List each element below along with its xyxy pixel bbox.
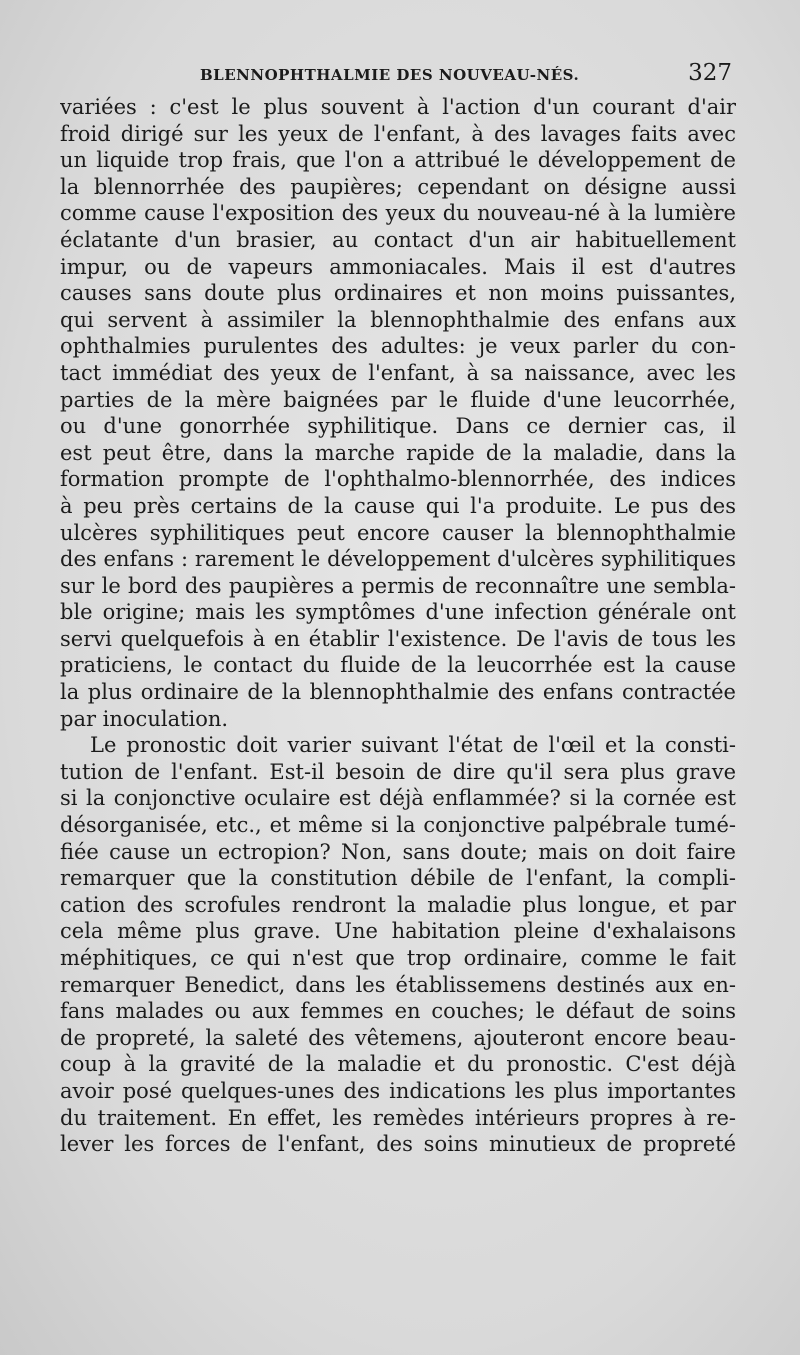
text-line: ulcères syphilitiques peut encore causer la blennophthalmie: [60, 520, 736, 545]
text-line: si la conjonctive oculaire est déjà enflammée? si la cornée est: [60, 786, 736, 811]
text-line: de propreté, la saleté des vêtemens, ajouteront encore beau-: [60, 1025, 736, 1050]
text-line: qui servent à assimiler la blennophthalmie des enfans aux: [60, 307, 736, 332]
text-line: comme cause l'exposition des yeux du nouveau-né à la lumière: [60, 201, 736, 226]
text-line: causes sans doute plus ordinaires et non moins puissantes,: [60, 281, 736, 306]
running-title: BLENNOPHTHALMIE DES NOUVEAU-NÉS.: [200, 66, 580, 84]
text-line: remarquer Benedict, dans les établissemens destinés aux en-: [60, 972, 736, 997]
text-line: fans malades ou aux femmes en couches; le défaut de soins: [60, 999, 736, 1024]
text-line: méphitiques, ce qui n'est que trop ordinaire, comme le fait: [60, 946, 736, 970]
text-line: ble origine; mais les symptômes d'une infection générale ont: [60, 600, 736, 625]
page-header: [60, 60, 736, 92]
page-number: 327: [688, 60, 732, 86]
text-line: avoir posé quelques-unes des indications les plus importantes: [60, 1078, 736, 1103]
text-line: ophthalmies purulentes des adultes: je veux parler du con-: [60, 334, 736, 359]
text-line: à peu près certains de la cause qui l'a produite. Le pus des: [60, 493, 736, 518]
text-line: tution de l'enfant. Est-il besoin de dire qu'il sera plus grave: [60, 759, 736, 784]
text-line: la plus ordinaire de la blennophthalmie des enfans contractée: [60, 680, 736, 705]
text-line: est peut être, dans la marche rapide de la maladie, dans la: [60, 440, 736, 465]
text-line: éclatante d'un brasier, au contact d'un air habituellement: [60, 227, 736, 252]
text-line: Le pronostic doit varier suivant l'état de l'œil et la consti-: [90, 733, 736, 758]
text-line: lever les forces de l'enfant, des soins minutieux de propreté: [60, 1132, 736, 1157]
text-line: tact immédiat des yeux de l'enfant, à sa naissance, avec les: [60, 360, 736, 385]
text-line: cela même plus grave. Une habitation pleine d'exhalaisons: [60, 919, 736, 944]
text-line: coup à la gravité de la maladie et du pronostic. C'est déjà: [60, 1052, 736, 1077]
text-line: froid dirigé sur les yeux de l'enfant, à des lavages faits avec: [60, 121, 736, 146]
text-line: remarquer que la constitution débile de l'enfant, la compli-: [60, 866, 736, 891]
text-line: par inoculation.: [60, 706, 229, 731]
text-line: du traitement. En effet, les remèdes intérieurs propres à re-: [60, 1105, 736, 1130]
text-line: ou d'une gonorrhée syphilitique. Dans ce dernier cas, il: [60, 414, 736, 439]
text-line: fiée cause un ectropion? Non, sans doute; mais on doit faire: [60, 839, 736, 864]
text-line: variées : c'est le plus souvent à l'action d'un courant d'air: [60, 95, 736, 119]
text-line: cation des scrofules rendront la maladie plus longue, et par: [60, 892, 736, 917]
text-line: formation prompte de l'ophthalmo-blennorrhée, des indices: [60, 467, 736, 492]
text-line: la blennorrhée des paupières; cependant on désigne aussi: [60, 174, 736, 199]
text-line: servi quelquefois à en établir l'existence. De l'avis de tous les: [60, 626, 736, 651]
body-text: [60, 94, 736, 1158]
text-line: sur le bord des paupières a permis de reconnaître une sembla-: [60, 573, 736, 598]
text-line: un liquide trop frais, que l'on a attribué le développement de: [60, 148, 736, 173]
text-line: parties de la mère baignées par le fluide d'une leucorrhée,: [60, 387, 736, 412]
text-line: désorganisée, etc., et même si la conjonctive palpébrale tumé-: [60, 813, 736, 838]
text-line: impur, ou de vapeurs ammoniacales. Mais il est d'autres: [60, 254, 736, 279]
text-line: des enfans : rarement le développement d'ulcères syphilitiques: [60, 547, 736, 572]
text-line: praticiens, le contact du fluide de la leucorrhée est la cause: [60, 653, 736, 678]
